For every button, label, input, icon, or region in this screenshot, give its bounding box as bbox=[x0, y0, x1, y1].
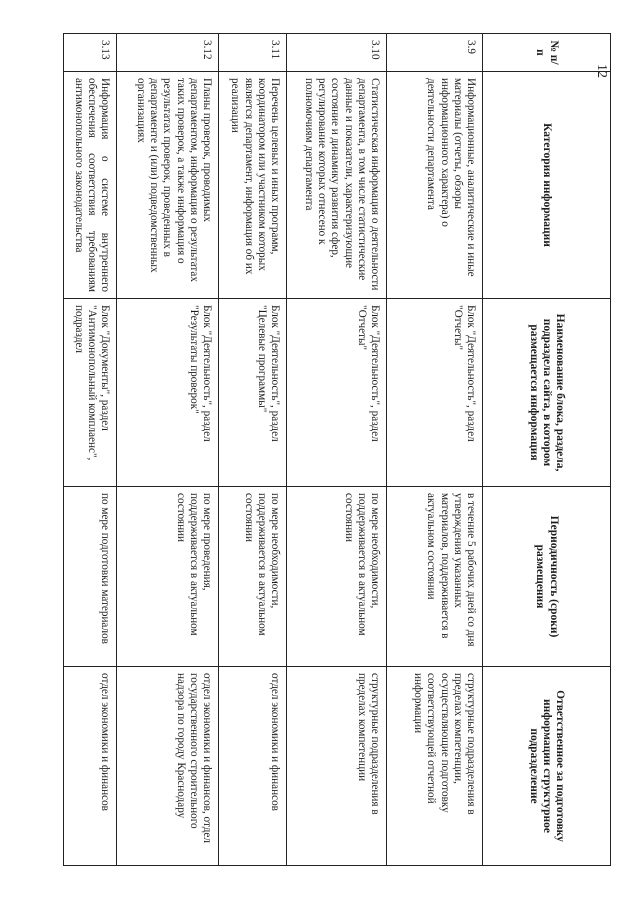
header-section: Наименование блока, раздела, подраздела сайта, в котором размещается информация bbox=[483, 299, 611, 487]
row-number: 3.13 bbox=[64, 34, 117, 72]
row-number: 3.11 bbox=[219, 34, 287, 72]
row-responsible: отдел экономики и финансов bbox=[64, 667, 117, 866]
row-section: Блок "Деятельность", раздел "Отчеты" bbox=[287, 299, 387, 487]
row-periodicity: в течение 5 рабочих дней со дня утверждения указанных материалов, поддерживается в актуальном состоянии bbox=[387, 487, 483, 667]
row-periodicity: по мере подготовки материалов bbox=[64, 487, 117, 667]
row-section: Блок "Деятельность", раздел "Результаты проверок" bbox=[117, 299, 219, 487]
row-category: Информационные, аналитические и иные материалы (отчеты, обзоры информационного характера) о деятельности департамента bbox=[387, 72, 483, 299]
table-row bbox=[64, 34, 117, 866]
header-number: № п/п bbox=[483, 34, 611, 72]
table-row bbox=[219, 34, 287, 866]
row-number: 3.12 bbox=[117, 34, 219, 72]
row-category: Перечень целевых и иных программ, координатором или участником которых является департамент, информация об их реализации bbox=[219, 72, 287, 299]
row-category: Статистическая информация о деятельности департамента, в том числе статистические данные и показатели, характеризующие состояние и динамику развития сфер, регулирование которых отнесено к полномочиям департамента bbox=[287, 72, 387, 299]
header-periodicity: Периодичность (сроки) размещения bbox=[483, 487, 611, 667]
table-row bbox=[387, 34, 483, 866]
table-row bbox=[117, 34, 219, 866]
information-table bbox=[63, 33, 611, 866]
row-section: Блок "Деятельность", раздел "Отчеты" bbox=[387, 299, 483, 487]
row-periodicity: по мере необходимости, поддерживается в актуальном состоянии bbox=[219, 487, 287, 667]
row-responsible: отдел экономики и финансов bbox=[219, 667, 287, 866]
row-periodicity: по мере проведения, поддерживается в актуальном состоянии bbox=[117, 487, 219, 667]
row-category: Планы проверок, проводимых департаментом, информация о результатах таких проверок, а также информация о результатах проверок, проведенных в департаменте и (или) подведомственных организациях bbox=[117, 72, 219, 299]
table-header-row bbox=[483, 34, 611, 866]
row-number: 3.9 bbox=[387, 34, 483, 72]
page-number: 12 bbox=[594, 64, 609, 78]
row-section: Блок "Документы", раздел "Антимонопольный комплаенс", подраздел bbox=[64, 299, 117, 487]
row-periodicity: по мере необходимости, поддерживается в актуальном состоянии bbox=[287, 487, 387, 667]
row-responsible: структурные подразделения в пределах компетенции bbox=[287, 667, 387, 866]
row-responsible: структурные подразделения в пределах компетенции, осуществляющие подготовку соответствующей отчетной информации bbox=[387, 667, 483, 866]
row-section: Блок "Деятельность", раздел "Целевые программы" bbox=[219, 299, 287, 487]
table-row bbox=[287, 34, 387, 866]
row-category: Информация о системе внутреннего обеспечения соответствия требованиям антимонопольного законодательства bbox=[64, 72, 117, 299]
row-number: 3.10 bbox=[287, 34, 387, 72]
header-responsible: Ответственное за подготовку информации структурное подразделение bbox=[483, 667, 611, 866]
row-responsible: отдел экономики и финансов, отдел государственного строительного надзора по городу Краснодару bbox=[117, 667, 219, 866]
header-category: Категория информации bbox=[483, 72, 611, 299]
